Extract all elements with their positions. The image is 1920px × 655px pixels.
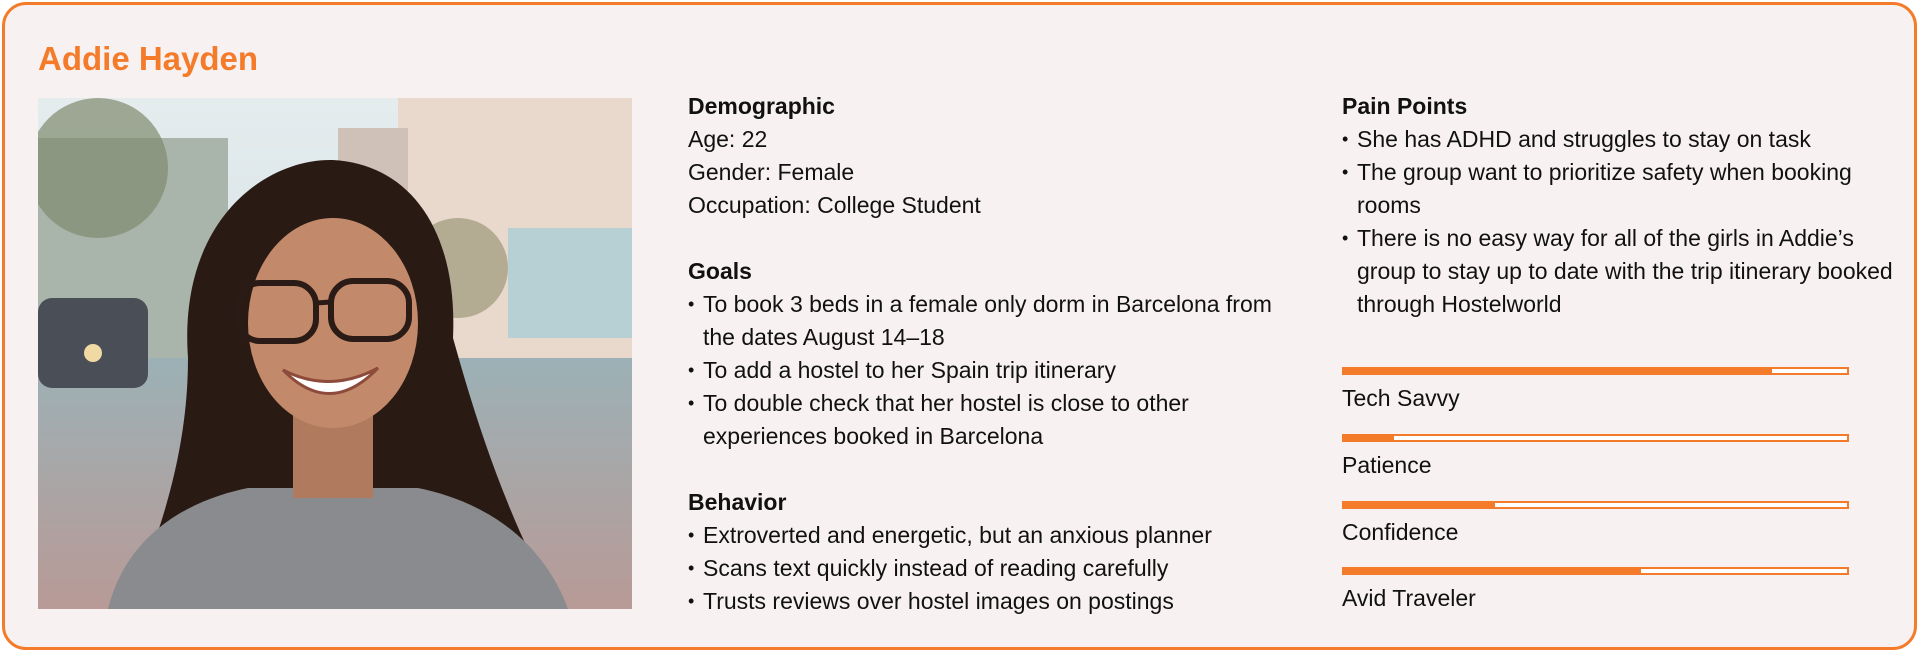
meter-label: Avid Traveler (1342, 585, 1476, 611)
goal-item: • To book 3 beds in a female only dorm in Barcelona from the dates August 14–18 (688, 288, 1288, 354)
behavior-item: • Extroverted and energetic, but an anxious planner (688, 519, 1288, 552)
meter-fill (1344, 503, 1495, 507)
behavior-item: • Scans text quickly instead of reading carefully (688, 552, 1288, 585)
meter-fill (1344, 369, 1772, 373)
meter-label: Tech Savvy (1342, 385, 1460, 411)
gender-text: Gender: Female (688, 159, 855, 185)
pain-point-item: • There is no easy way for all of the girls in Addie’s group to stay up to date with the trip itinerary booked through Hostelworld (1342, 222, 1902, 321)
meter-fill (1344, 436, 1394, 440)
persona-card (2, 2, 1917, 650)
pain-point-item: • The group want to prioritize safety when booking rooms (1342, 156, 1902, 222)
goals-section (688, 255, 1288, 453)
meter-track (1342, 567, 1849, 575)
occupation-text: Occupation: College Student (688, 192, 981, 218)
meter-label: Confidence (1342, 519, 1459, 545)
goal-item: • To add a hostel to her Spain trip itinerary (688, 354, 1288, 387)
portrait-illustration (38, 98, 632, 609)
behavior-list (688, 519, 1288, 618)
avid-traveler-meter (1342, 567, 1849, 613)
goals-list (688, 288, 1288, 453)
pain-point-item: • She has ADHD and struggles to stay on task (1342, 123, 1902, 156)
demographic-section (688, 90, 1288, 222)
meter-track (1342, 434, 1849, 442)
pain-points-section (1342, 90, 1902, 321)
demographic-title: Demographic (688, 93, 835, 119)
meter-track (1342, 501, 1849, 509)
goals-title: Goals (688, 258, 752, 284)
behavior-title: Behavior (688, 489, 787, 515)
confidence-meter (1342, 501, 1849, 547)
behavior-section (688, 486, 1288, 618)
right-info-column (1342, 90, 1902, 354)
goal-item: • To double check that her hostel is close to other experiences booked in Barcelona (688, 387, 1288, 453)
meter-track (1342, 367, 1849, 375)
persona-name: Addie Hayden (38, 40, 259, 77)
behavior-item: • Trusts reviews over hostel images on postings (688, 585, 1288, 618)
tech-savvy-meter (1342, 367, 1849, 413)
meter-fill (1344, 569, 1641, 573)
patience-meter (1342, 434, 1849, 480)
persona-photo (38, 98, 632, 609)
pain-points-list (1342, 123, 1902, 321)
meter-label: Patience (1342, 452, 1432, 478)
left-info-column (688, 90, 1288, 651)
pain-points-title: Pain Points (1342, 93, 1468, 119)
age-text: Age: 22 (688, 126, 768, 152)
